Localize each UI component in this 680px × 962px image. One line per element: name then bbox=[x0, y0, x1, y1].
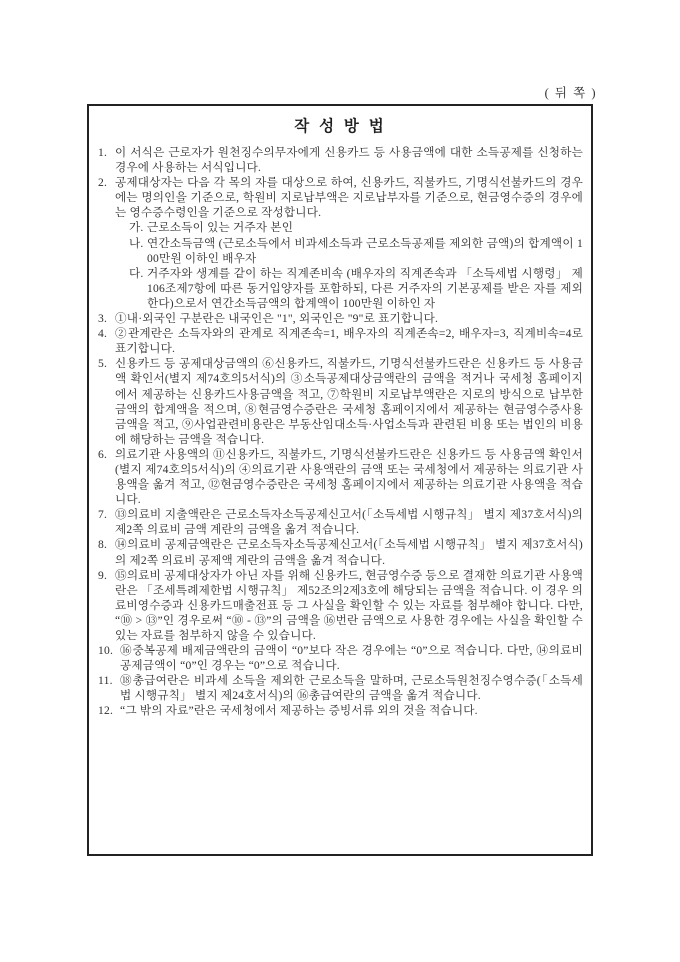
sub-item-number: 다. bbox=[129, 266, 144, 280]
item-text: 이 서식은 근로자가 원천징수의무자에게 신용카드 등 사용금액에 대한 소득공제를 신청하는 경우에 사용하는 서식입니다. bbox=[115, 146, 583, 175]
instruction-item-8 bbox=[98, 537, 583, 567]
instructions-box bbox=[87, 104, 593, 856]
item-number: 1. bbox=[98, 146, 108, 159]
instruction-item-6 bbox=[98, 447, 583, 507]
item-text: ②관계란은 소득자와의 관계로 직계존속=1, 배우자의 직계존속=2, 배우자=3, 직계비속=4로 표기합니다. bbox=[115, 327, 583, 356]
item-text: 의료기관 사용액의 ⑪신용카드, 직불카드, 기명식선불카드란은 신용카드 등 사용금액 확인서(별지 제74호의5서식)의 ④의료기관 사용액란의 금액 또는 국세청에서 제공하는 의료기관 사용액을 옮겨 적고, ⑫현금영수증란은 국세청 홈페이지에서 제공하는 의료기관 사용액을 적습니다. bbox=[115, 447, 583, 507]
sub-item-text: 거주자와 생계를 같이 하는 직계존비속 (배우자의 직계존속과 「소득세법 시행령」 제106조제7항에 따른 동거입양자를 포함하되, 다른 거주자의 기본공제를 받은 자를 제외한다)으로서 연간소득금액의 합계액이 100만원 이하인 자 bbox=[147, 266, 583, 310]
item-text: ⑱총급여란은 비과세 소득을 제외한 근로소득을 말하며, 근로소득원천징수영수증(「소득세법 시행규칙」 별지 제24호서식)의 ⑯총급여란의 금액을 옮겨 적습니다. bbox=[120, 674, 583, 703]
item-number: 8. bbox=[98, 538, 108, 552]
item-text: “그 밖의 자료”란은 국세청에서 제공하는 증빙서류 외의 것을 적습니다. bbox=[120, 704, 478, 718]
instruction-item-4 bbox=[98, 326, 583, 356]
sub-item-number: 나. bbox=[129, 236, 144, 250]
item-number: 9. bbox=[98, 568, 108, 582]
item-number: 5. bbox=[98, 357, 108, 371]
instruction-item-10 bbox=[98, 643, 583, 673]
item-text: ⑬의료비 지출액란은 근로소득자소득공제신고서(「소득세법 시행규칙」 별지 제37호서식)의 제2쪽 의료비 금액 계란의 금액을 옮겨 적습니다. bbox=[115, 508, 583, 537]
item-number: 3. bbox=[98, 312, 108, 326]
item-text: ⑯중복공제 배제금액란의 금액이 “0”보다 작은 경우에는 “0”으로 적습니다. 다만, ⑭의료비공제금액이 “0”인 경우는 “0”으로 적습니다. bbox=[120, 644, 583, 673]
item-text: ⑭의료비 공제금액란은 근로소득자소득공제신고서(「소득세법 시행규칙」 별지 제37호서식)의 제2쪽 의료비 공제액 계란의 금액을 옮겨 적습니다. bbox=[115, 538, 583, 567]
page-side-label: ( 뒤 쪽 ) bbox=[544, 86, 597, 100]
item-text: ①내·외국인 구분란은 내국인은 "1", 외국인은 "9"로 표기합니다. bbox=[115, 312, 439, 326]
item-text: ⑮의료비 공제대상자가 아닌 자를 위해 신용카드, 현금영수증 등으로 결재한 의료기관 사용액란은 「조세특례제한법 시행규칙」 제52조의2제3호에 해당되는 금액을 적습니다. 이 경우 의료비영수증과 신용카드매출전표 등 그 사실을 확인할 수 있는 자료를 첨부해야 합니다. 다만, “⑩ > ⑬”인 경우로써 “⑩ - ⑬”의 금액을 ⑯번란 금액으로 사용한 경우에는 사실을 확인할 수 있는 자료를 첨부하지 않을 수 있습니다. bbox=[115, 568, 583, 642]
instruction-item-9 bbox=[98, 568, 583, 643]
sub-item-text: 연간소득금액 (근로소득에서 비과세소득과 근로소득공제를 제외한 금액)의 합계액이 100만원 이하인 배우자 bbox=[147, 236, 583, 265]
sub-item-na bbox=[129, 236, 583, 266]
item-text: 신용카드 등 공제대상금액의 ⑥신용카드, 직불카드, 기명식선불카드란은 신용카드 등 사용금액 확인서(별지 제74호의5서식)의 ③소득공제대상금액란의 금액을 적거나 국세청 홈페이지에서 제공하는 신용카드사용금액을 적고, ⑦학원비 지로납부액란은 지로의 방식으로 납부한 금액의 합계액을 적으며, ⑧현금영수증란은 국세청 홈페이지에서 제공하는 현금영수증사용금액을 적고, ⑨사업관련비용란은 부동산임대소득·사업소득과 관련된 비용 또는 법인의 비용에 해당하는 금액을 적습니다. bbox=[115, 357, 583, 446]
instruction-item-2 bbox=[98, 175, 583, 311]
instruction-item-5 bbox=[98, 356, 583, 447]
item-number: 12. bbox=[98, 704, 114, 718]
item-number: 6. bbox=[98, 447, 108, 461]
item-number: 10. bbox=[98, 644, 114, 658]
instruction-item-1 bbox=[98, 145, 583, 175]
instruction-item-12 bbox=[98, 703, 583, 718]
page-title: 작 성 방 법 bbox=[294, 118, 387, 135]
instruction-item-11 bbox=[98, 673, 583, 703]
sub-item-text: 근로소득이 있는 거주자 본인 bbox=[147, 221, 294, 235]
sub-item-ga bbox=[129, 220, 583, 235]
item-text: 공제대상자는 다음 각 목의 자를 대상으로 하여, 신용카드, 직불카드, 기명식선불카드의 경우에는 명의인을 기준으로, 학원비 지로납부액은 지로납부자를 기준으로, 현금영수증의 경우에는 영수증수령인을 기준으로 작성합니다. bbox=[115, 176, 583, 220]
item-number: 2. bbox=[98, 176, 108, 190]
instruction-item-7 bbox=[98, 507, 583, 537]
sub-item-da bbox=[129, 266, 583, 311]
item-number: 11. bbox=[98, 674, 113, 688]
instruction-item-3 bbox=[98, 311, 583, 326]
sub-item-number: 가. bbox=[129, 221, 144, 235]
item-number: 4. bbox=[98, 327, 108, 341]
item-number: 7. bbox=[98, 508, 108, 522]
